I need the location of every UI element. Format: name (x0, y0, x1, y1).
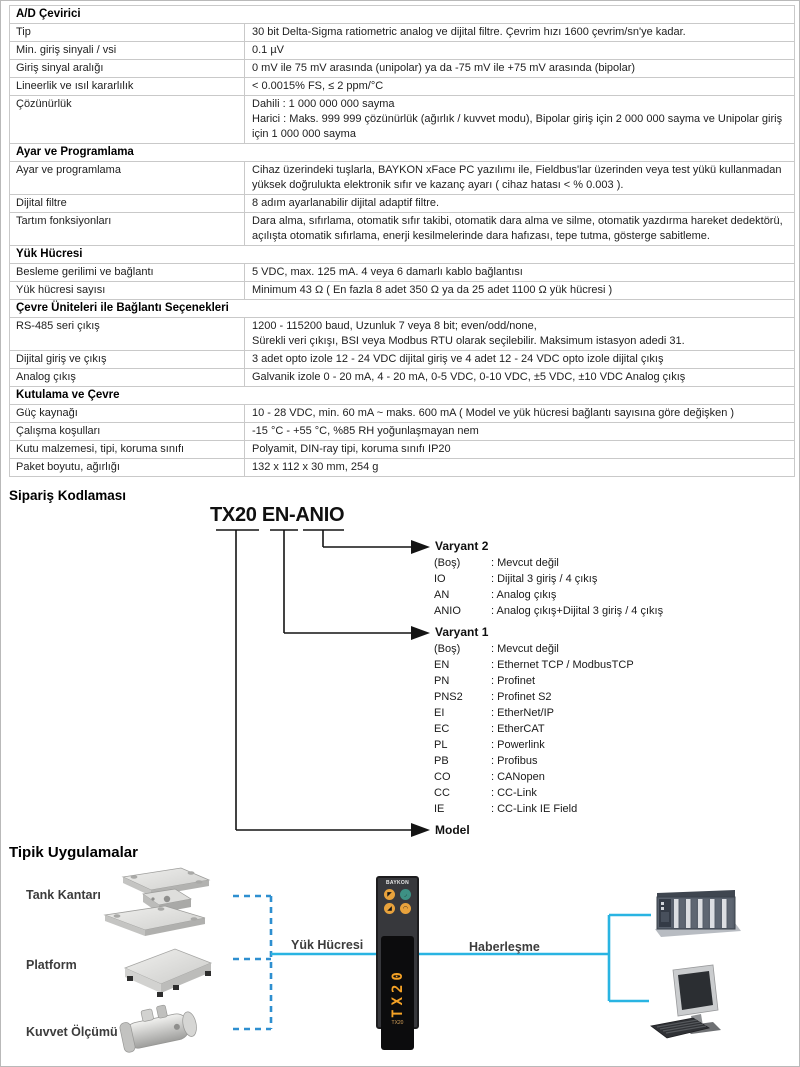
variant-option-code: (Boş) (434, 643, 461, 655)
variant-option (434, 801, 634, 817)
tank-weigh-module-image (101, 863, 213, 943)
spec-row-label: Güç kaynağı (10, 405, 245, 422)
spec-table (9, 5, 795, 477)
spec-row (10, 405, 794, 423)
spec-row-label: Çözünürlük (10, 96, 245, 143)
order-coding-title: Sipariş Kodlaması (9, 488, 127, 503)
order-coding-section (1, 471, 800, 841)
spec-row-label: RS-485 seri çıkış (10, 318, 245, 350)
comm-line-label: Haberleşme (469, 940, 540, 954)
app-label-force: Kuvvet Ölçümü (26, 1025, 118, 1039)
variant-option-desc: : Analog çıkış (491, 589, 557, 601)
platform-scale-image (111, 941, 215, 1001)
spec-row-label: Analog çıkış (10, 369, 245, 386)
variant-option-desc: : CC-Link IE Field (491, 803, 578, 815)
variant-option-code: PB (434, 755, 449, 767)
variant1-label: Varyant 1 (435, 625, 489, 639)
variant-option-code: PNS2 (434, 691, 463, 703)
variant-option (434, 769, 634, 785)
variant-option-code: CC (434, 787, 450, 799)
spec-value-line: Harici : Maks. 999 999 çözünürlük (ağırlık / kuvvet modu), Bipolar giriş için 2 000 000 sayma ve Unipolar giriş için 1 000 000 sayma (252, 113, 783, 140)
spec-value-line: Galvanik izole 0 - 20 mA, 4 - 20 mA, 0-5 VDC, 0-10 VDC, ±5 VDC, ±10 VDC Analog çıkış (252, 371, 686, 383)
variant-option-desc: : Profibus (491, 755, 538, 767)
spec-value-line: 3 adet opto izole 12 - 24 VDC dijital giriş ve 4 adet 12 - 24 VDC opto izole dijital çıkış (252, 353, 664, 365)
spec-value-line: Cihaz üzerindeki tuşlarla, BAYKON xFace PC yazılımı ile, Fieldbus'lar üzerinden veya test yükü kullanmadan yüksek doğrulukta elektronik sıfır ve kazanç ayarı ( cihaz hatası < % 0.003 ). (252, 164, 782, 191)
variant2-label: Varyant 2 (435, 539, 489, 553)
spec-value-line: < 0.0015% FS, ≤ 2 ppm/°C (252, 80, 384, 92)
variant-option (434, 555, 663, 571)
spec-section-title: Ayar ve Programlama (10, 144, 794, 162)
app-label-platform: Platform (26, 958, 77, 972)
spec-value-line: 0 mV ile 75 mV arasında (unipolar) ya da -75 mV ile +75 mV arasında (bipolar) (252, 62, 636, 74)
spec-row-value (245, 264, 794, 281)
tx20-device-image (376, 876, 419, 1029)
spec-row-value (245, 282, 794, 299)
variant-option-desc: : CC-Link (491, 787, 537, 799)
variant-option-desc: : Powerlink (491, 739, 545, 751)
variant-option (434, 587, 663, 603)
computer-image (645, 962, 735, 1050)
spec-row-label: Lineerlik ve ısıl kararlılık (10, 78, 245, 95)
variant-option-code: EC (434, 723, 450, 735)
spec-row-label: Kutu malzemesi, tipi, koruma sınıfı (10, 441, 245, 458)
spec-section-title: A/D Çevirici (10, 6, 794, 24)
spec-row (10, 351, 794, 369)
spec-value-line: 1200 - 115200 baud, Uzunluk 7 veya 8 bit; even/odd/none, (252, 320, 537, 332)
spec-value-line: 132 x 112 x 30 mm, 254 g (252, 461, 379, 473)
variant-option (434, 785, 634, 801)
spec-value-line: Polyamit, DIN-ray tipi, koruma sınıfı IP20 (252, 443, 451, 455)
spec-section-title: Çevre Üniteleri ile Bağlantı Seçenekleri (10, 300, 794, 318)
variant-option-desc: : Profinet S2 (491, 691, 552, 703)
device-display (381, 936, 414, 1050)
spec-row-value (245, 96, 794, 143)
spec-row-label: Tartım fonksiyonları (10, 213, 245, 245)
variant-option-desc: : EtherCAT (491, 723, 545, 735)
variant2-options (434, 555, 663, 619)
device-button-icon: ◤ (384, 889, 395, 900)
variant-option (434, 571, 663, 587)
variant-option-desc: : Analog çıkış+Dijital 3 giriş / 4 çıkış (491, 605, 664, 617)
spec-row-label: Min. giriş sinyali / vsi (10, 42, 245, 59)
order-code-example: TX20 EN-ANIO (210, 504, 345, 526)
device-button-icon: ◠ (400, 903, 411, 914)
spec-row-label: Ayar ve programlama (10, 162, 245, 194)
spec-value-line: 5 VDC, max. 125 mA. 4 veya 6 damarlı kablo bağlantısı (252, 266, 523, 278)
variant-option-code: PL (434, 739, 448, 751)
variant-option-code: EN (434, 659, 450, 671)
variant1-options (434, 641, 634, 817)
plc-image (649, 887, 743, 943)
variant-option (434, 721, 634, 737)
spec-row-label: Paket boyutu, ağırlığı (10, 459, 245, 476)
variant-option (434, 737, 634, 753)
spec-row (10, 282, 794, 300)
spec-value-line: 10 - 28 VDC, min. 60 mA ~ maks. 600 mA ( Model ve yük hücresi bağlantı sayısına göre değişken ) (252, 407, 735, 419)
spec-value-line: Minimum 43 Ω ( En fazla 8 adet 350 Ω ya da 25 adet 1100 Ω yük hücresi ) (252, 284, 613, 296)
variant-option-code: CO (434, 771, 451, 783)
spec-row (10, 318, 794, 351)
spec-value-line: Dara alma, sıfırlama, otomatik sıfır takibi, otomatik dara alma ve silme, otomatik yazdırma hareket dedektörü, açılışta otomatik sıfırlama, enerji kesilmelerinde dara hafızası, tepe tutma, gösterge sabitleme. (252, 215, 783, 242)
spec-row (10, 264, 794, 282)
variant-option-desc: : Profinet (491, 675, 536, 687)
device-model-label: TX20 (391, 1020, 404, 1026)
device-brand-label: BAYKON (385, 880, 409, 886)
spec-row-value (245, 78, 794, 95)
model-label: Model (435, 823, 470, 837)
variant-option (434, 753, 634, 769)
spec-section-title: Yük Hücresi (10, 246, 794, 264)
variant-option-desc: : CANopen (491, 771, 545, 783)
variant-option-code: (Boş) (434, 557, 461, 569)
spec-value-line: Sürekli veri çıkışı, BSI veya Modbus RTU olarak seçilebilir. Maksimum istasyon adedi 31. (252, 335, 685, 347)
spec-row-value (245, 441, 794, 458)
variant-option-desc: : Dijital 3 giriş / 4 çıkış (491, 573, 598, 585)
app-label-tank: Tank Kantarı (26, 888, 101, 902)
variant-option-desc: : Mevcut değil (491, 643, 559, 655)
variant-option (434, 657, 634, 673)
variant-option-code: EI (434, 707, 445, 719)
spec-row-label: Dijital filtre (10, 195, 245, 212)
variant-option (434, 603, 663, 619)
spec-row (10, 60, 794, 78)
variant-option-code: IO (434, 573, 446, 585)
force-load-cell-image (117, 995, 207, 1057)
spec-row-label: Çalışma koşulları (10, 423, 245, 440)
spec-section-title: Kutulama ve Çevre (10, 387, 794, 405)
spec-row-value (245, 318, 794, 350)
spec-row-value (245, 405, 794, 422)
load-cell-line-label: Yük Hücresi (291, 938, 364, 952)
spec-row-label: Besleme gerilimi ve bağlantı (10, 264, 245, 281)
variant-option (434, 641, 634, 657)
spec-row (10, 195, 794, 213)
spec-row-value (245, 351, 794, 368)
spec-row (10, 369, 794, 387)
spec-row-value (245, 423, 794, 440)
device-keypad (378, 886, 417, 916)
spec-value-line: 0.1 µV (252, 44, 285, 56)
spec-row (10, 213, 794, 246)
spec-row-label: Dijital giriş ve çıkış (10, 351, 245, 368)
order-coding-lines (1, 471, 800, 841)
spec-row (10, 42, 794, 60)
spec-row (10, 423, 794, 441)
variant-option-code: ANIO (434, 605, 461, 617)
variant-option (434, 689, 634, 705)
spec-row-value (245, 24, 794, 41)
spec-row-value (245, 60, 794, 77)
spec-row-value (245, 213, 794, 245)
spec-row-value (245, 42, 794, 59)
applications-section (1, 841, 800, 1067)
variant-option-code: IE (434, 803, 445, 815)
spec-value-line: 30 bit Delta-Sigma ratiometric analog ve dijital filtre. Çevrim hızı 1600 çevrim/sn'ye kadar. (252, 26, 686, 38)
spec-row (10, 96, 794, 144)
device-button-icon: ◞ (400, 889, 411, 900)
spec-row (10, 441, 794, 459)
spec-row-value (245, 195, 794, 212)
device-button-icon: ◢ (384, 903, 395, 914)
spec-row (10, 78, 794, 96)
variant-option (434, 673, 634, 689)
spec-value-line: Dahili : 1 000 000 000 sayma (252, 98, 395, 110)
variant-option-desc: : Ethernet TCP / ModbusTCP (491, 659, 634, 671)
variant-option-code: AN (434, 589, 450, 601)
variant-option-desc: : EtherNet/IP (491, 707, 554, 719)
spec-value-line: 8 adım ayarlanabilir dijital adaptif filtre. (252, 197, 440, 209)
spec-row (10, 162, 794, 195)
variant-option-code: PN (434, 675, 450, 687)
variant-option-desc: : Mevcut değil (491, 557, 559, 569)
spec-row-label: Tip (10, 24, 245, 41)
applications-title: Tipik Uygulamalar (9, 844, 138, 861)
spec-value-line: -15 °C - +55 °C, %85 RH yoğunlaşmayan nem (252, 425, 479, 437)
spec-row-label: Yük hücresi sayısı (10, 282, 245, 299)
spec-row (10, 24, 794, 42)
device-display-text: TX20 (389, 968, 406, 1018)
spec-row-label: Giriş sinyal aralığı (10, 60, 245, 77)
variant-option (434, 705, 634, 721)
spec-row-value (245, 162, 794, 194)
spec-row-value (245, 369, 794, 386)
